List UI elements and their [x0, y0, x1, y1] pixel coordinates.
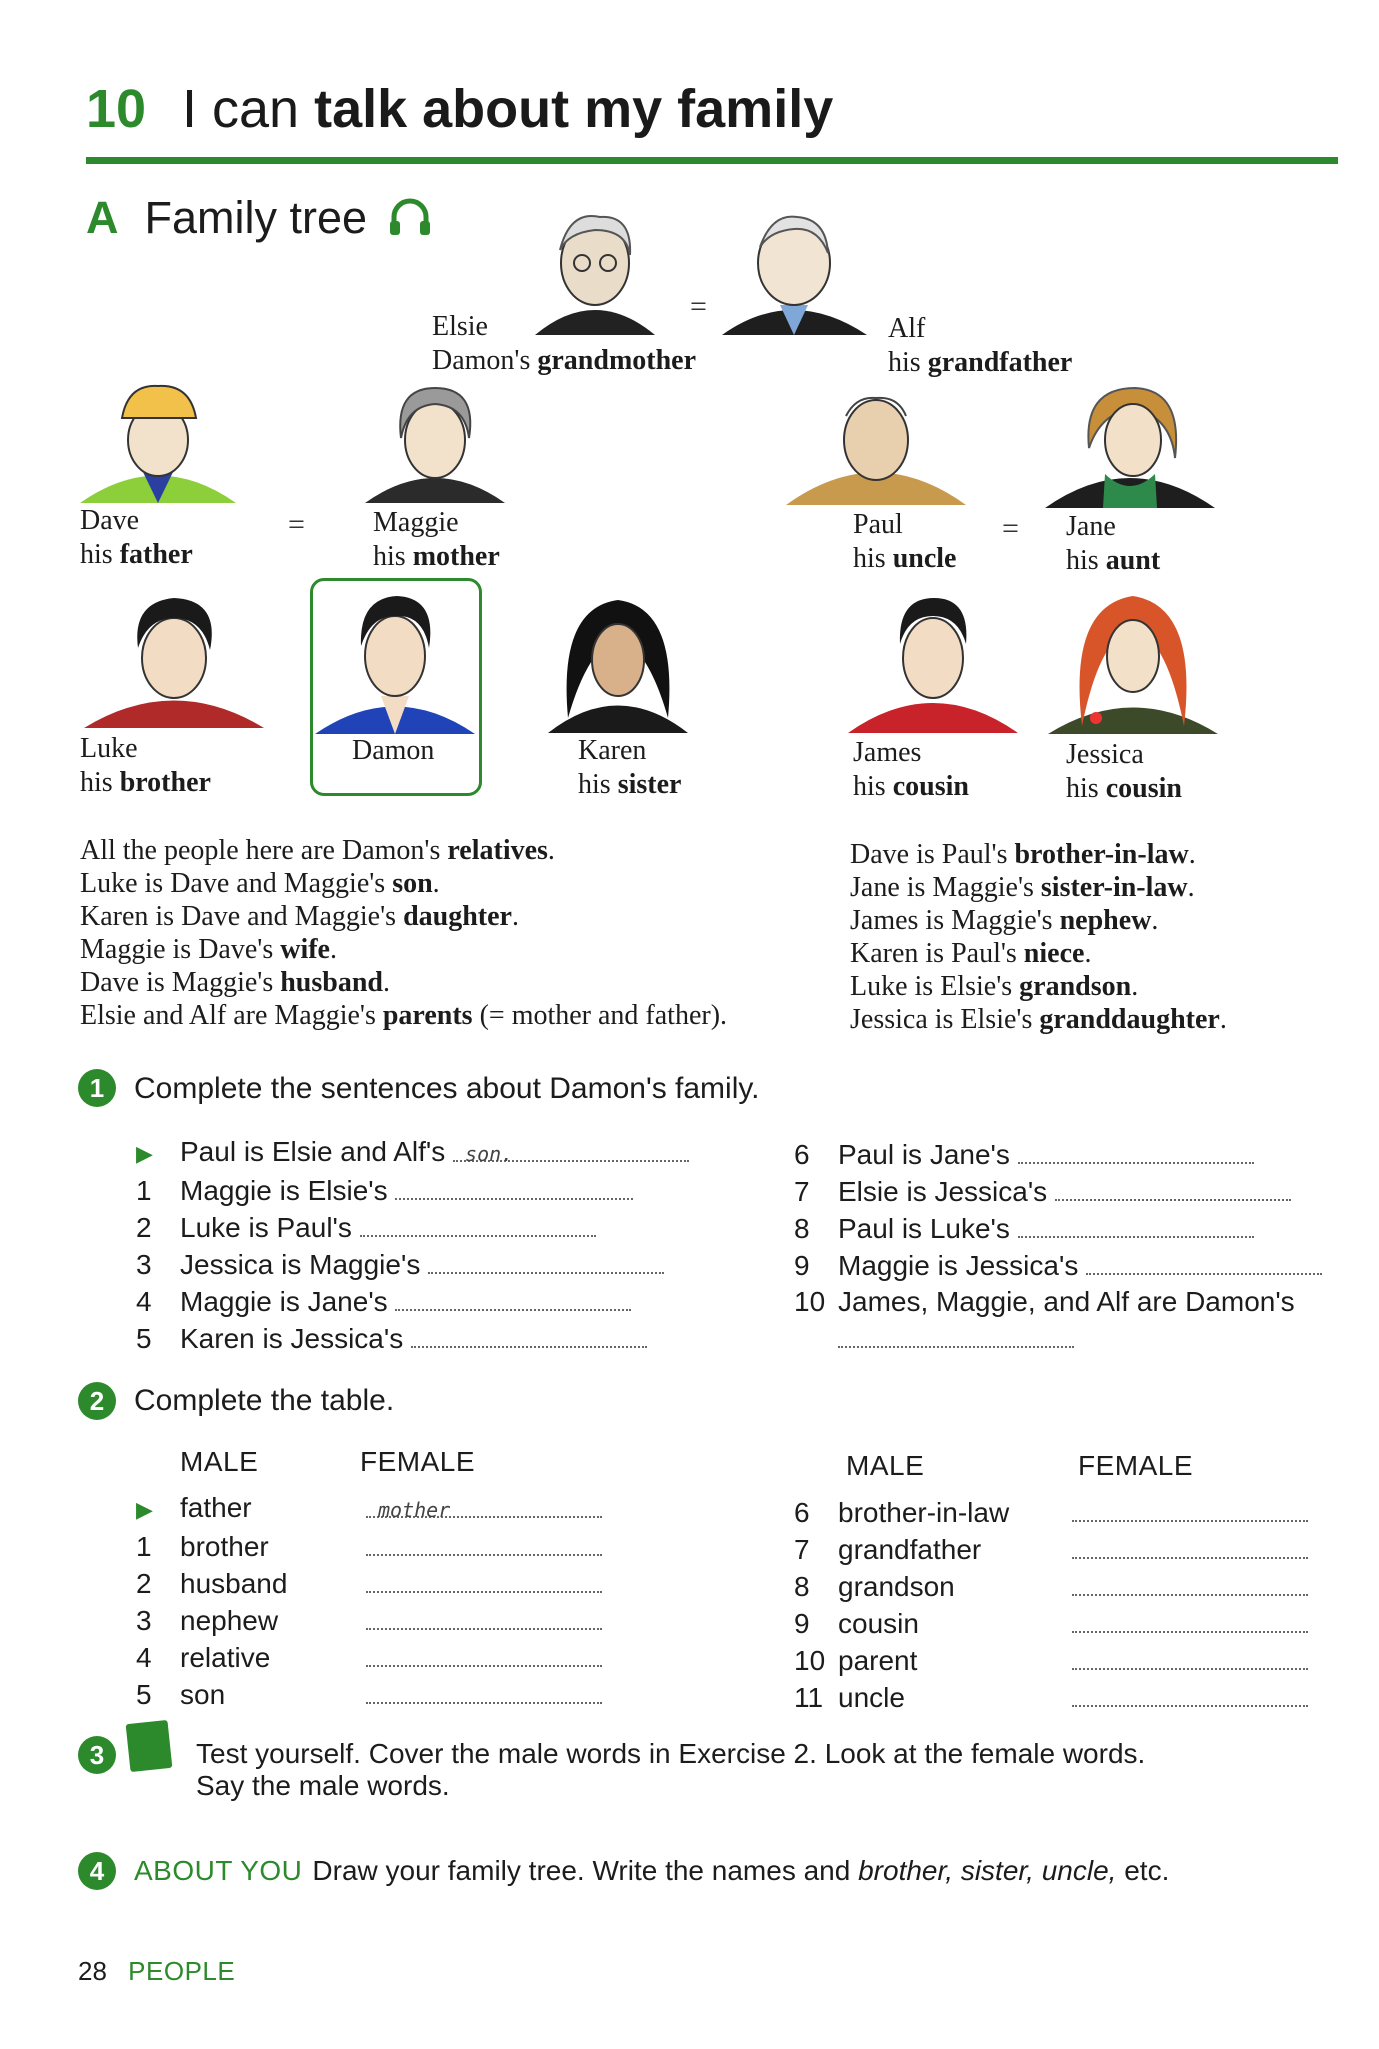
paul-portrait	[786, 380, 966, 505]
answer-blank[interactable]	[395, 1283, 631, 1311]
equals-sign: =	[288, 508, 305, 541]
jane-relation: aunt	[1105, 545, 1161, 576]
exercise-item: 5 Karen is Jessica's	[136, 1320, 689, 1357]
dave-relation-prefix: his	[80, 539, 113, 570]
jane-name: Jane	[1066, 511, 1116, 542]
table-row: 8 grandson	[794, 1568, 1308, 1605]
definition-line: Jane is Maggie's sister-in-law.	[850, 872, 1195, 903]
elsie-relation: grandmother	[537, 345, 697, 376]
jane-label	[1066, 510, 1160, 578]
handwritten-answer: son.	[465, 1142, 514, 1166]
unit-title	[182, 78, 833, 140]
answer-blank[interactable]	[411, 1320, 647, 1348]
page-number: 28	[78, 1956, 107, 1986]
exercise-number: 2	[78, 1382, 116, 1420]
luke-name: Luke	[80, 733, 138, 764]
elsie-relation-prefix: Damon's	[432, 345, 531, 376]
james-relation: cousin	[892, 771, 969, 802]
answer-blank[interactable]	[1072, 1642, 1308, 1670]
answer-blank[interactable]	[360, 1209, 596, 1237]
exercise-item: 6 Paul is Jane's	[794, 1136, 1322, 1173]
paul-name: Paul	[853, 509, 903, 540]
james-label	[853, 736, 969, 804]
definitions-left	[80, 834, 727, 1032]
maggie-relation: mother	[412, 541, 500, 572]
answer-blank[interactable]	[366, 1528, 602, 1556]
elsie-name: Elsie	[432, 311, 488, 342]
equals-sign: =	[1002, 512, 1019, 545]
answer-blank[interactable]	[1055, 1173, 1291, 1201]
jessica-relation: cousin	[1105, 773, 1182, 804]
table-row: 7 grandfather	[794, 1531, 1308, 1568]
column-header-male: MALE	[180, 1446, 259, 1477]
unit-number: 10	[86, 79, 147, 139]
paul-relation-prefix: his	[853, 543, 886, 574]
exercise3-text	[196, 1738, 1145, 1802]
answer-blank[interactable]	[1018, 1136, 1254, 1164]
answer-blank[interactable]	[838, 1320, 1074, 1348]
jane-portrait	[1045, 378, 1215, 508]
answer-blank[interactable]	[366, 1490, 602, 1522]
exercise3-line2: Say the male words.	[196, 1770, 450, 1801]
dave-name: Dave	[80, 505, 140, 536]
karen-portrait	[528, 588, 708, 733]
exercise2-right-table	[794, 1494, 1308, 1716]
section-letter: A	[86, 192, 119, 243]
exercise2-title: Complete the table.	[134, 1384, 395, 1417]
exercise-item: 7 Elsie is Jessica's	[794, 1173, 1322, 1210]
answer-blank[interactable]	[366, 1602, 602, 1630]
equals-sign: =	[690, 290, 707, 323]
exercise1-right-column	[794, 1136, 1322, 1357]
jane-relation-prefix: his	[1066, 545, 1099, 576]
section-a-heading	[86, 192, 432, 244]
alf-relation: grandfather	[927, 347, 1073, 378]
column-header-female: FEMALE	[360, 1446, 476, 1477]
table-row: 4 relative	[136, 1639, 602, 1676]
james-relation-prefix: his	[853, 771, 886, 802]
luke-relation-prefix: his	[80, 767, 113, 798]
cover-card-icon	[124, 1718, 174, 1774]
jessica-portrait	[1048, 586, 1218, 734]
exercise1-left-column	[136, 1134, 689, 1357]
luke-relation: brother	[119, 767, 211, 798]
jessica-name: Jessica	[1066, 739, 1144, 770]
maggie-name: Maggie	[373, 507, 459, 538]
answer-blank[interactable]	[1072, 1568, 1308, 1596]
header-rule	[86, 157, 1338, 164]
exercise-item: 1 Maggie is Elsie's	[136, 1172, 689, 1209]
luke-portrait	[84, 588, 264, 728]
definition-line: Karen is Paul's niece.	[850, 938, 1092, 969]
table-row: 10 parent	[794, 1642, 1308, 1679]
exercise-item: ▶ Paul is Elsie and Alf's son.	[136, 1134, 689, 1172]
jessica-label	[1066, 738, 1182, 806]
exercise4-text: ABOUT YOU Draw your family tree. Write the names and brother, sister, uncle, etc.	[134, 1855, 1170, 1886]
alf-name: Alf	[888, 313, 926, 344]
footer-section: PEOPLE	[128, 1956, 236, 1986]
maggie-label	[373, 506, 500, 574]
dave-relation: father	[119, 539, 193, 570]
maggie-portrait	[365, 378, 505, 503]
damon-portrait	[315, 584, 475, 734]
karen-name: Karen	[578, 735, 647, 766]
karen-relation: sister	[617, 769, 682, 800]
answer-blank[interactable]	[428, 1246, 664, 1274]
alf-label	[888, 312, 1072, 380]
james-name: James	[853, 737, 922, 768]
answer-blank[interactable]	[366, 1565, 602, 1593]
karen-relation-prefix: his	[578, 769, 611, 800]
table-row: 11 uncle	[794, 1679, 1308, 1716]
unit-title-plain: I can	[182, 79, 300, 139]
exercise-item: 8 Paul is Luke's	[794, 1210, 1322, 1247]
example-arrow-icon: ▶	[136, 1497, 153, 1522]
exercise-number: 4	[78, 1852, 116, 1890]
answer-blank[interactable]	[1072, 1605, 1308, 1633]
exercise-item	[794, 1320, 1322, 1357]
exercise-item: 9 Maggie is Jessica's	[794, 1247, 1322, 1284]
damon-name: Damon	[352, 735, 435, 766]
damon-label	[352, 734, 434, 768]
exercise1-title: Complete the sentences about Damon's family.	[134, 1072, 760, 1105]
table-row: 9 cousin	[794, 1605, 1308, 1642]
table-row: 2 husband	[136, 1565, 602, 1602]
definitions-right	[850, 838, 1227, 1036]
jessica-relation-prefix: his	[1066, 773, 1099, 804]
about-you-label: ABOUT YOU	[134, 1855, 303, 1886]
paul-relation: uncle	[892, 543, 957, 574]
table-row: 6 brother-in-law	[794, 1494, 1308, 1531]
definition-line: Dave is Maggie's husband.	[80, 967, 390, 998]
exercise-number: 1	[78, 1069, 116, 1107]
table-row: 3 nephew	[136, 1602, 602, 1639]
definition-line: Karen is Dave and Maggie's daughter.	[80, 901, 519, 932]
definition-line: Luke is Elsie's grandson.	[850, 971, 1139, 1002]
dave-portrait	[80, 378, 236, 503]
answer-blank[interactable]	[1072, 1494, 1308, 1522]
definition-line: Elsie and Alf are Maggie's parents (= mother and father).	[80, 1000, 728, 1031]
definition-line: Dave is Paul's brother-in-law.	[850, 839, 1196, 870]
answer-blank[interactable]	[1086, 1247, 1322, 1275]
answer-blank[interactable]	[1072, 1679, 1308, 1707]
exercise2-left-table	[136, 1490, 602, 1713]
column-header-male: MALE	[846, 1450, 925, 1481]
definition-line: James is Maggie's nephew.	[850, 905, 1159, 936]
answer-blank[interactable]	[366, 1676, 602, 1704]
unit-title-bold: talk about my family	[314, 79, 834, 139]
exercise-item: 3 Jessica is Maggie's	[136, 1246, 689, 1283]
table-row: ▶ father mother	[136, 1490, 602, 1528]
answer-blank[interactable]	[453, 1134, 689, 1166]
definition-line: All the people here are Damon's relatives.	[80, 835, 555, 866]
exercise-item: 2 Luke is Paul's	[136, 1209, 689, 1246]
dave-label	[80, 504, 193, 572]
definition-line: Maggie is Dave's wife.	[80, 934, 337, 965]
alf-portrait	[722, 205, 867, 335]
maggie-relation-prefix: his	[373, 541, 406, 572]
karen-label	[578, 734, 681, 802]
answer-blank[interactable]	[1018, 1210, 1254, 1238]
exercise-item: 4 Maggie is Jane's	[136, 1283, 689, 1320]
table-row: 1 brother	[136, 1528, 602, 1565]
handwritten-answer: mother	[378, 1498, 451, 1522]
section-title: Family tree	[144, 192, 368, 243]
answer-blank[interactable]	[395, 1172, 633, 1200]
exercise-number: 3	[78, 1736, 116, 1774]
answer-blank[interactable]	[1072, 1531, 1308, 1559]
exercise-item: 10 James, Maggie, and Alf are Damon's	[794, 1286, 1295, 1317]
luke-label	[80, 732, 211, 800]
example-arrow-icon: ▶	[136, 1141, 153, 1166]
table-row: 5 son	[136, 1676, 602, 1713]
james-portrait	[848, 588, 1018, 733]
exercise3-line1: Test yourself. Cover the male words in Exercise 2. Look at the female words.	[196, 1738, 1146, 1769]
answer-blank[interactable]	[366, 1639, 602, 1667]
paul-label	[853, 508, 956, 576]
definition-line: Jessica is Elsie's granddaughter.	[850, 1004, 1227, 1035]
elsie-label	[432, 310, 696, 378]
alf-relation-prefix: his	[888, 347, 921, 378]
headphones-icon[interactable]	[388, 197, 432, 237]
page-footer	[78, 1956, 235, 1987]
definition-line: Luke is Dave and Maggie's son.	[80, 868, 440, 899]
column-header-female: FEMALE	[1078, 1450, 1194, 1481]
